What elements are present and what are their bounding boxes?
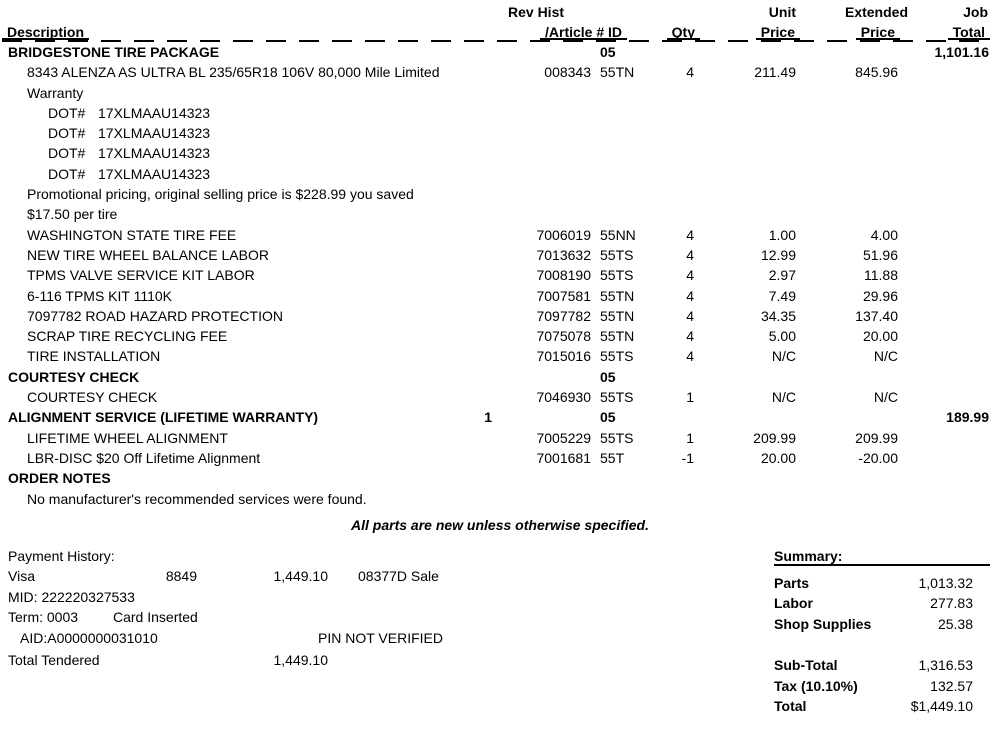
article-number: 7001681 bbox=[536, 449, 591, 466]
item-id: 55TS bbox=[600, 348, 634, 365]
unit-price: 211.49 bbox=[754, 64, 796, 81]
item-id: 05 bbox=[600, 409, 616, 426]
table-header bbox=[0, 0, 1000, 42]
table-row bbox=[0, 83, 1000, 103]
payment-amount: 1,449.10 bbox=[273, 568, 328, 584]
item-description: DOT# bbox=[48, 165, 86, 182]
summary-row bbox=[774, 614, 990, 634]
pin-status: PIN NOT VERIFIED bbox=[318, 629, 443, 646]
table-row bbox=[0, 489, 1000, 509]
item-description: COURTESY CHECK bbox=[8, 368, 140, 385]
table-row bbox=[0, 306, 1000, 326]
quantity: 4 bbox=[686, 246, 694, 263]
summary-row bbox=[774, 655, 990, 675]
article-number: 7007581 bbox=[536, 287, 591, 304]
summary-label: Tax (10.10%) bbox=[774, 677, 858, 694]
extended-price: N/C bbox=[873, 389, 898, 406]
header-dashed-rule bbox=[2, 40, 990, 42]
summary-label: Shop Supplies bbox=[774, 615, 872, 632]
item-description: Promotional pricing, original selling price is $228.99 you saved bbox=[27, 186, 414, 203]
item-description: DOT# bbox=[48, 145, 86, 162]
extended-price: 11.88 bbox=[864, 267, 898, 284]
dot-number: 17XLMAAU14323 bbox=[98, 145, 211, 162]
unit-price: 34.35 bbox=[760, 307, 796, 324]
item-id: 55TN bbox=[600, 307, 635, 324]
item-description: ALIGNMENT SERVICE (LIFETIME WARRANTY) bbox=[8, 409, 319, 426]
unit-price: 20.00 bbox=[760, 449, 796, 466]
table-row bbox=[0, 143, 1000, 163]
table-row bbox=[0, 62, 1000, 82]
payment-auth-code: 08377D Sale bbox=[358, 568, 439, 584]
extended-price: 137.40 bbox=[855, 307, 898, 324]
article-number: 008343 bbox=[544, 64, 591, 81]
item-description: 8343 ALENZA AS ULTRA BL 235/65R18 106V 80,000 Mile Limited bbox=[27, 64, 440, 81]
item-id: 55TN bbox=[600, 64, 635, 81]
unit-price: N/C bbox=[771, 348, 796, 365]
column-description: Description bbox=[2, 24, 89, 40]
job-total: 189.99 bbox=[946, 409, 989, 426]
summary-panel bbox=[774, 546, 990, 716]
total-tendered-label: Total Tendered bbox=[8, 652, 100, 668]
extended-price: 29.96 bbox=[862, 287, 898, 304]
table-row bbox=[0, 164, 1000, 184]
item-id: 55T bbox=[600, 449, 625, 466]
article-number: 7097782 bbox=[536, 307, 591, 324]
unit-price: 1.00 bbox=[768, 226, 796, 243]
extended-price: 4.00 bbox=[870, 226, 898, 243]
quantity: 4 bbox=[686, 348, 694, 365]
unit-price: 209.99 bbox=[753, 429, 796, 446]
article-number: 7046930 bbox=[536, 389, 591, 406]
summary-row bbox=[774, 593, 990, 613]
quantity: 1 bbox=[686, 429, 694, 446]
article-number: 7008190 bbox=[536, 267, 591, 284]
table-row bbox=[0, 245, 1000, 265]
article-number: 7015016 bbox=[536, 348, 591, 365]
column-job: Job bbox=[963, 4, 988, 20]
entry-method: Card Inserted bbox=[113, 609, 198, 625]
table-row bbox=[0, 184, 1000, 204]
extended-price: N/C bbox=[873, 348, 898, 365]
item-description: 7097782 ROAD HAZARD PROTECTION bbox=[27, 307, 283, 324]
summary-row bbox=[774, 696, 990, 716]
article-number: 7005229 bbox=[536, 429, 591, 446]
item-description: LBR-DISC $20 Off Lifetime Alignment bbox=[27, 449, 261, 466]
table-row bbox=[0, 42, 1000, 62]
column-rev-hist: Rev Hist bbox=[508, 4, 565, 20]
summary-row bbox=[774, 573, 990, 593]
application-id: AID:A0000000031010 bbox=[20, 629, 158, 646]
terminal-id: Term: 0003 bbox=[8, 609, 79, 625]
article-number: 7006019 bbox=[536, 226, 591, 243]
item-id: 55TS bbox=[600, 429, 634, 446]
unit-price: 5.00 bbox=[768, 328, 796, 345]
item-description: TIRE INSTALLATION bbox=[27, 348, 161, 365]
column-article-id: /Article # ID bbox=[540, 24, 627, 40]
item-description: Warranty bbox=[27, 84, 84, 101]
unit-price: N/C bbox=[771, 389, 796, 406]
table-row bbox=[0, 326, 1000, 346]
quantity: 1 bbox=[686, 389, 694, 406]
item-description: DOT# bbox=[48, 104, 86, 121]
card-last4: 8849 bbox=[165, 568, 197, 584]
extended-price: 845.96 bbox=[855, 64, 898, 81]
dot-number: 17XLMAAU14323 bbox=[98, 165, 211, 182]
item-description: SCRAP TIRE RECYCLING FEE bbox=[27, 328, 228, 345]
dot-number: 17XLMAAU14323 bbox=[98, 104, 211, 121]
summary-value: 1,013.32 bbox=[918, 575, 973, 591]
job-total: 1,101.16 bbox=[934, 44, 989, 60]
item-id: 55TS bbox=[600, 246, 634, 263]
column-job-total: Total bbox=[948, 24, 990, 40]
item-id: 55NN bbox=[600, 226, 636, 243]
item-description: TPMS VALVE SERVICE KIT LABOR bbox=[27, 267, 255, 284]
article-number: 7013632 bbox=[536, 246, 591, 263]
column-extended-price: Price bbox=[856, 24, 900, 40]
extended-price: 209.99 bbox=[855, 429, 898, 446]
payment-history-title: Payment History: bbox=[8, 548, 115, 564]
summary-label: Sub-Total bbox=[774, 657, 838, 674]
item-description: WASHINGTON STATE TIRE FEE bbox=[27, 226, 237, 243]
table-row bbox=[0, 346, 1000, 366]
column-unit-price: Price bbox=[756, 24, 800, 40]
item-description: 6-116 TPMS KIT 1110K bbox=[27, 287, 173, 304]
table-row bbox=[0, 204, 1000, 224]
item-description: COURTESY CHECK bbox=[27, 389, 158, 406]
summary-rows bbox=[774, 573, 990, 716]
extended-price: 51.96 bbox=[862, 246, 898, 263]
table-row bbox=[0, 265, 1000, 285]
table-row bbox=[0, 225, 1000, 245]
quantity: 4 bbox=[686, 64, 694, 81]
item-id: 55TN bbox=[600, 287, 635, 304]
item-description: ORDER NOTES bbox=[8, 470, 111, 487]
summary-label: Labor bbox=[774, 595, 813, 612]
parts-note: All parts are new unless otherwise specified. bbox=[351, 517, 649, 533]
table-row bbox=[0, 123, 1000, 143]
item-id: 55TN bbox=[600, 328, 635, 345]
table-row bbox=[0, 103, 1000, 123]
item-description: $17.50 per tire bbox=[27, 206, 118, 223]
summary-value: 1,316.53 bbox=[918, 657, 973, 674]
table-row bbox=[0, 286, 1000, 306]
unit-price: 12.99 bbox=[760, 246, 796, 263]
item-description: NEW TIRE WHEEL BALANCE LABOR bbox=[27, 246, 269, 263]
quantity: -1 bbox=[681, 449, 694, 466]
item-description: BRIDGESTONE TIRE PACKAGE bbox=[8, 44, 220, 60]
item-description: DOT# bbox=[48, 125, 86, 142]
line-items bbox=[0, 42, 1000, 509]
article-number: 7075078 bbox=[536, 328, 591, 345]
extended-price: -20.00 bbox=[858, 449, 898, 466]
dot-number: 17XLMAAU14323 bbox=[98, 125, 211, 142]
column-unit: Unit bbox=[768, 4, 796, 20]
column-extended: Extended bbox=[844, 4, 908, 20]
merchant-id: MID: 222220327533 bbox=[8, 588, 135, 605]
table-row bbox=[0, 387, 1000, 407]
summary-row bbox=[774, 676, 990, 696]
table-row bbox=[0, 448, 1000, 468]
rev-hist-value: 1 bbox=[484, 409, 492, 426]
summary-value: $1,449.10 bbox=[910, 697, 973, 714]
quantity: 4 bbox=[686, 328, 694, 345]
item-id: 55TS bbox=[600, 389, 634, 406]
summary-value: 25.38 bbox=[937, 615, 973, 632]
unit-price: 7.49 bbox=[768, 287, 796, 304]
quantity: 4 bbox=[686, 287, 694, 304]
quantity: 4 bbox=[686, 307, 694, 324]
summary-value: 132.57 bbox=[930, 677, 973, 694]
item-id: 05 bbox=[600, 44, 616, 60]
summary-label: Total bbox=[774, 697, 807, 714]
item-description: LIFETIME WHEEL ALIGNMENT bbox=[27, 429, 228, 446]
item-id: 55TS bbox=[600, 267, 634, 284]
item-id: 05 bbox=[600, 368, 616, 385]
quantity: 4 bbox=[686, 226, 694, 243]
payment-method: Visa bbox=[8, 568, 35, 584]
extended-price: 20.00 bbox=[862, 328, 898, 345]
unit-price: 2.97 bbox=[768, 267, 796, 284]
table-row bbox=[0, 367, 1000, 387]
table-row bbox=[0, 468, 1000, 488]
summary-label: Parts bbox=[774, 575, 810, 591]
quantity: 4 bbox=[686, 267, 694, 284]
total-tendered-amount: 1,449.10 bbox=[273, 652, 328, 668]
item-description: No manufacturer's recommended services were found. bbox=[27, 490, 367, 507]
summary-title: Summary: bbox=[774, 546, 990, 566]
summary-value: 277.83 bbox=[930, 595, 973, 612]
table-row bbox=[0, 407, 1000, 427]
column-qty: Qty bbox=[667, 24, 700, 40]
table-row bbox=[0, 428, 1000, 448]
